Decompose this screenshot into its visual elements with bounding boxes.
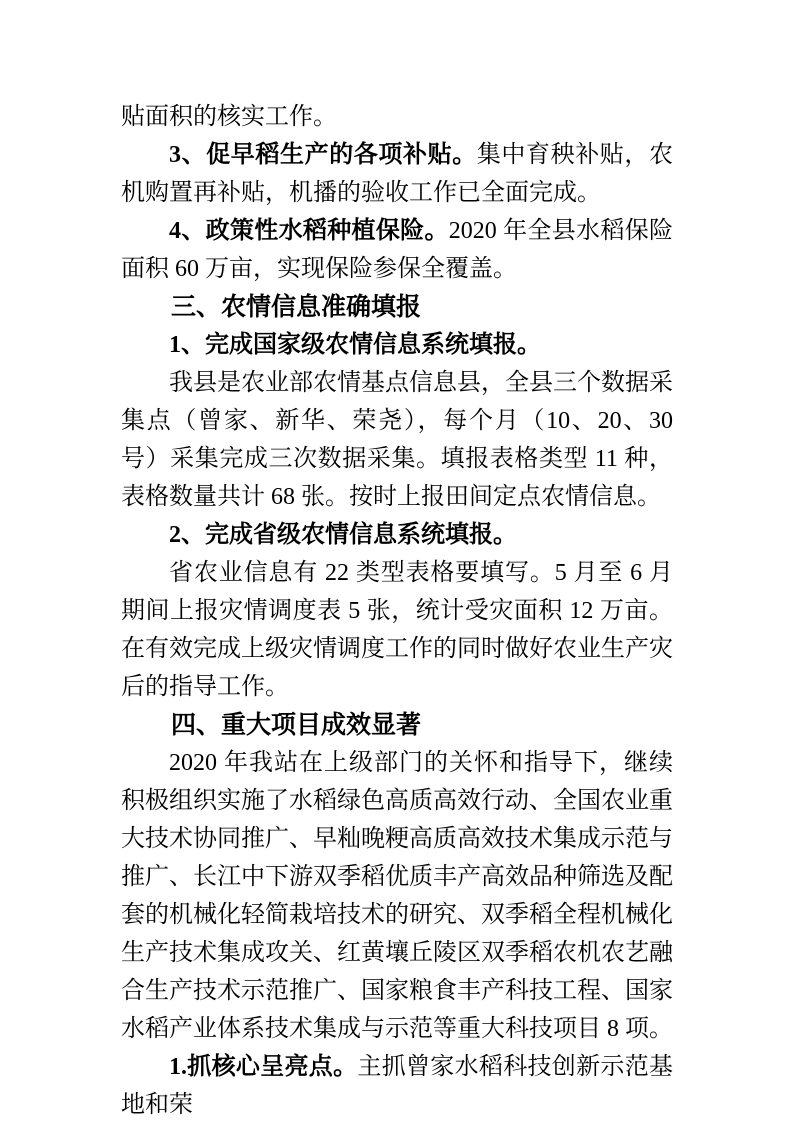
paragraph-lead-bold: 1.抓核心呈亮点。: [169, 1054, 358, 1080]
section-heading-3: 三、农情信息准确填报: [171, 293, 422, 321]
paragraph-lead-bold: 3、促早稻生产的各项补贴。: [169, 142, 477, 168]
paragraph-insurance-item-4: [121, 212, 673, 288]
paragraph-text: 2020 年全县水稻保险面积 60 万亩，实现保险参保全覆盖。: [121, 218, 674, 282]
paragraph-text: 主抓曾家水稻科技创新示范基地和荣: [121, 1054, 674, 1118]
paragraph-major-projects: 2020 年我站在上级部门的关怀和指导下，继续积极组织实施了水稻绿色高质高效行动、全国农业重大技术协同推广、早籼晚粳高质高效技术集成示范与推广、长江中下游双季稻优质丰产高效品种筛选及配套的机械化轻简栽培技术的研究、双季稻全程机械化生产技术集成攻关、红黄壤丘陵区双季稻农机农艺融合生产技术示范推广、国家粮食丰产科技工程、国家水稻产业体系技术集成与示范等重大科技项目 8 项。: [121, 750, 673, 1042]
paragraph-provincial-system-detail: 省农业信息有 22 类型表格要填写。5 月至 6 月期间上报灾情调度表 5 张，统计受灾面积 12 万亩。在有效完成上级灾情调度工作的同时做好农业生产灾后的指导工作。: [121, 560, 673, 700]
document-body: [121, 98, 673, 1122]
paragraph-text: 集中育秧补贴，农机购置再补贴，机播的验收工作已全面完成。: [121, 142, 674, 206]
paragraph-national-system-detail: 我县是农业部农情基点信息县，全县三个数据采集点（曾家、新华、荣尧），每个月（10、20、30 号）采集完成三次数据采集。填报表格类型 11 种，表格数量共计 68 张。按时上报田间定点农情信息。: [121, 370, 673, 510]
paragraph-subsidy-item-3: [121, 136, 673, 212]
paragraph-core-highlight: [121, 1048, 673, 1122]
paragraph-lead-bold: 4、政策性水稻种植保险。: [169, 218, 449, 244]
paragraph-continuation: 贴面积的核实工作。: [121, 104, 337, 130]
sub-heading-national-system: 1、完成国家级农情信息系统填报。: [169, 332, 541, 358]
sub-heading-provincial-system: 2、完成省级农情信息系统填报。: [169, 522, 517, 548]
section-heading-4: 四、重大项目成效显著: [171, 711, 422, 739]
